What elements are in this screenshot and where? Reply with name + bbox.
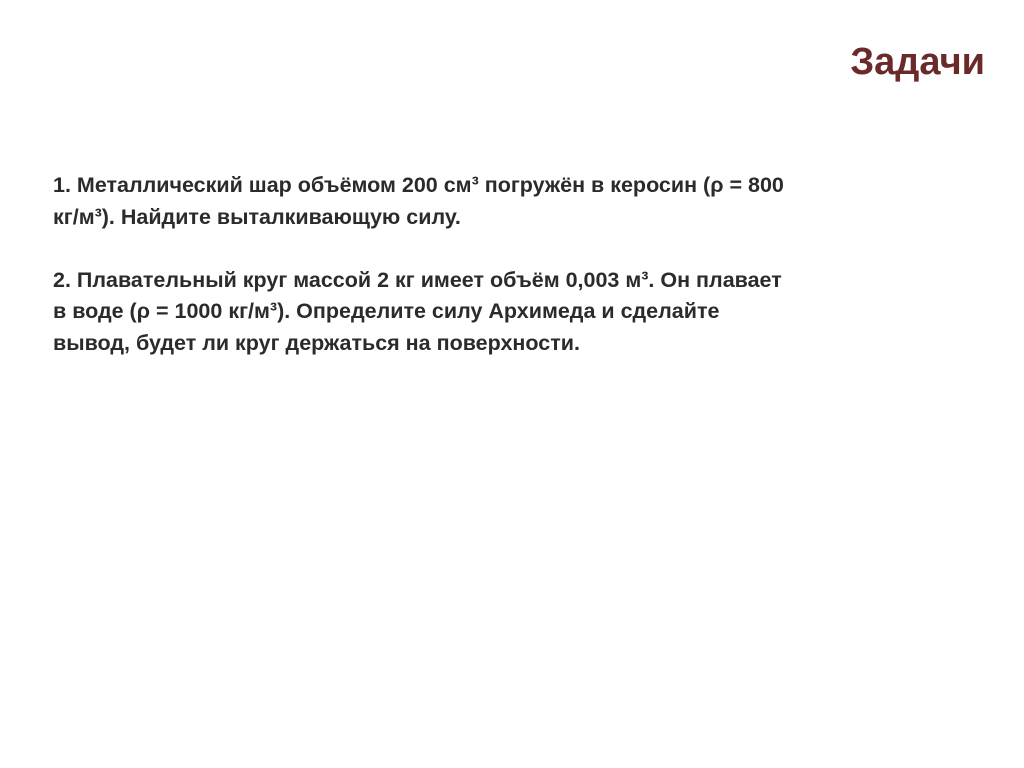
task-1-line-2: кг/м³). Найдите выталкивающую силу. (53, 204, 461, 229)
task-2 (53, 265, 953, 360)
slide-title: Задачи (850, 41, 985, 83)
task-1-line-1: 1. Металлический шар объёмом 200 см³ погружён в керосин (ρ = 800 (53, 173, 784, 197)
slide-body (53, 170, 953, 359)
task-1 (53, 170, 953, 233)
task-2-line-2: в воде (ρ = 1000 кг/м³). Определите силу Архимеда и сделайте (53, 299, 720, 323)
task-2-line-1: 2. Плавательный круг массой 2 кг имеет объём 0,003 м³. Он плавает (53, 267, 782, 292)
task-2-line-3: вывод, будет ли круг держаться на поверхности. (53, 330, 580, 355)
